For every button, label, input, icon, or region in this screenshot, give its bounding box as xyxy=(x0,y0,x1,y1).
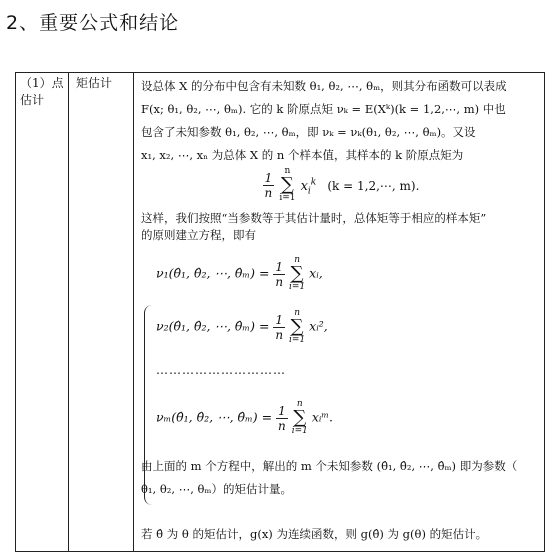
paragraph-4: 若 θ̂ 为 θ 的矩估计，g(x) 为连续函数，则 g(θ̂) 为 g(θ) 的矩估计。 xyxy=(141,527,488,541)
fraction: $\frac{1}{n}$ xyxy=(264,170,273,200)
equation-1: ν₁(θ̂₁, θ̂₂, ⋯, θ̂ₘ) = $\frac{1}{n}$ n ∑ i=1 xᵢ, xyxy=(156,255,323,292)
sample-moment-formula: $\frac{1}{n}$ n ∑ i=1 $x_i^k$ (k = 1,2,⋯, m). xyxy=(264,166,420,203)
paragraph-2: 这样，我们按照“当参数等于其估计量时，总体矩等于相应的样本矩” 的原则建立方程，即有 xyxy=(141,211,487,242)
text-line-3: 包含了未知参数 θ₁, θ₂, ⋯, θₘ，即 νₖ = νₖ(θ₁, θ₂, ⋯, θₘ)。又设 xyxy=(141,125,476,139)
text-line-4: x₁, x₂, ⋯, xₙ 为总体 X 的 n 个样本值，其样本的 k 阶原点矩为 xyxy=(141,148,464,162)
formula-table xyxy=(15,72,545,552)
row-label-moment-estimation: 矩估计 xyxy=(76,76,113,90)
moment-estimation-description xyxy=(141,75,541,167)
text-line-1: 设总体 X 的分布中包含有未知数 θ₁, θ₂, ⋯, θₘ，则其分布函数可以表成 xyxy=(141,79,507,93)
column-divider-2 xyxy=(133,73,134,551)
text-line-2: F(x; θ₁, θ₂, ⋯, θₘ). 它的 k 阶原点矩 νₖ = E(Xᵏ)(k = 1,2,⋯, m) 中也 xyxy=(141,102,506,116)
equation-2: ν₂(θ̂₁, θ̂₂, ⋯, θ̂ₘ) = $\frac{1}{n}$ n ∑ i=1 xᵢ², xyxy=(156,308,328,345)
section-heading: 2、重要公式和结论 xyxy=(6,12,180,34)
row-label-point-estimation: （1）点估计 xyxy=(20,76,64,107)
sum-sign: n ∑ i=1 xyxy=(279,166,296,203)
paragraph-3: 由上面的 m 个方程中，解出的 m 个未知参数 (θ̂₁, θ̂₂, ⋯, θ̂ₘ) 即为参数（ θ₁, θ₂, ⋯, θₘ）的矩估计量。 xyxy=(141,459,518,496)
equation-m: νₘ(θ̂₁, θ̂₂, ⋯, θ̂ₘ) = $\frac{1}{n}$ n ∑ i=1 xᵢᵐ. xyxy=(156,399,334,436)
column-divider-1 xyxy=(68,73,69,551)
equation-ellipsis: ………………………… xyxy=(156,363,286,377)
